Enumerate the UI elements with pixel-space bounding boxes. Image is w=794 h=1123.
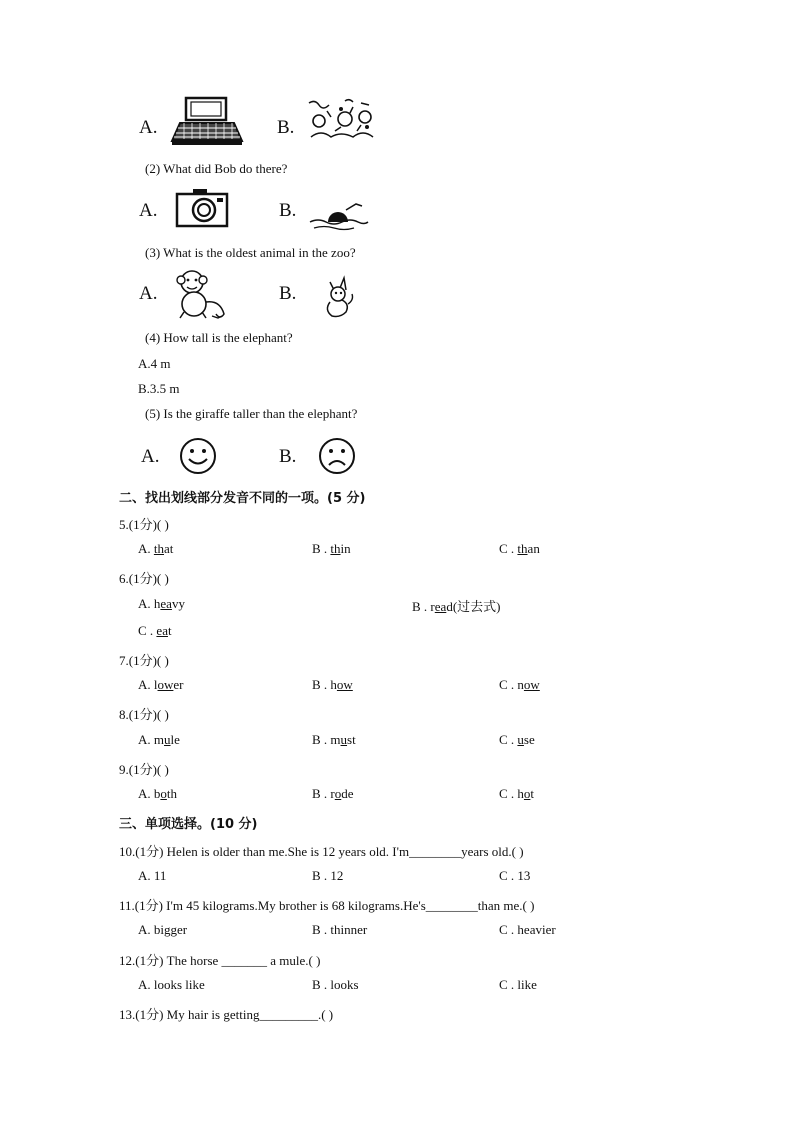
question-5: (5) Is the giraffe taller than the elephant? (145, 406, 358, 421)
q2-option-a-label: A. (139, 200, 158, 221)
q9-opt-c[interactable]: C . hot (499, 786, 535, 801)
q5-opt-c[interactable]: C . than (499, 541, 540, 556)
question-11: 11.(1分) I'm 45 kilograms.My brother is 68 kilograms.He's________than me.( ) (119, 898, 535, 913)
monkey-icon (172, 266, 230, 322)
computer-icon (170, 95, 250, 147)
q12-opt-c[interactable]: C . like (499, 977, 537, 992)
question-9-stem: 9.(1分)( ) (119, 762, 169, 777)
q11-opt-b[interactable]: B . thinner (312, 922, 368, 937)
q3-option-a-label: A. (139, 283, 158, 304)
question-5-stem: 5.(1分)( ) (119, 517, 169, 532)
q12-opt-a[interactable]: A. looks like (138, 977, 205, 992)
q10-opt-b[interactable]: B . 12 (312, 868, 344, 883)
q7-opt-a[interactable]: A. lower (138, 677, 184, 692)
camera-icon (175, 186, 231, 228)
question-2: (2) What did Bob do there? (145, 161, 288, 176)
q8-opt-b[interactable]: B . must (312, 732, 356, 747)
animal-scene-icon (305, 97, 377, 143)
cat-icon (318, 274, 358, 320)
q8-opt-c[interactable]: C . use (499, 732, 535, 747)
question-10: 10.(1分) Helen is older than me.She is 12 years old. I'm________years old.( ) (119, 844, 524, 859)
q6-opt-c[interactable]: C . eat (138, 623, 172, 638)
q6-opt-b[interactable]: B . read(过去式) (412, 599, 501, 614)
q6-opt-a[interactable]: A. heavy (138, 596, 185, 611)
q4-option-a: A.4 m (138, 356, 171, 371)
q11-opt-c[interactable]: C . heavier (499, 922, 556, 937)
question-8-stem: 8.(1分)( ) (119, 707, 169, 722)
q9-opt-a[interactable]: A. both (138, 786, 178, 801)
q9-opt-b[interactable]: B . rode (312, 786, 354, 801)
q5-option-a-label: A. (141, 446, 160, 467)
q10-opt-c[interactable]: C . 13 (499, 868, 531, 883)
q7-opt-c[interactable]: C . now (499, 677, 540, 692)
smile-face-icon (178, 437, 218, 475)
swimming-icon (306, 196, 372, 232)
q1-option-b-label: B. (277, 117, 295, 138)
q7-opt-b[interactable]: B . how (312, 677, 353, 692)
q4-option-b: B.3.5 m (138, 381, 180, 396)
q8-opt-a[interactable]: A. mule (138, 732, 180, 747)
q5-option-b-label: B. (279, 446, 297, 467)
question-7-stem: 7.(1分)( ) (119, 653, 169, 668)
section-2-title: 二、找出划线部分发音不同的一项。(5 分) (119, 491, 366, 506)
question-12: 12.(1分) The horse _______ a mule.( ) (119, 953, 321, 968)
q10-opt-a[interactable]: A. 11 (138, 868, 167, 883)
q12-opt-b[interactable]: B . looks (312, 977, 359, 992)
q1-option-a-label: A. (139, 117, 158, 138)
q2-option-b-label: B. (279, 200, 297, 221)
q11-opt-a[interactable]: A. bigger (138, 922, 188, 937)
q5-opt-b[interactable]: B . thin (312, 541, 351, 556)
question-6-stem: 6.(1分)( ) (119, 571, 169, 586)
q3-option-b-label: B. (279, 283, 297, 304)
sad-face-icon (317, 437, 357, 475)
section-3-title: 三、单项选择。(10 分) (119, 817, 258, 832)
question-13: 13.(1分) My hair is getting_________.( ) (119, 1007, 334, 1022)
question-3: (3) What is the oldest animal in the zoo? (145, 245, 356, 260)
q5-opt-a[interactable]: A. that (138, 541, 174, 556)
question-4: (4) How tall is the elephant? (145, 330, 293, 345)
